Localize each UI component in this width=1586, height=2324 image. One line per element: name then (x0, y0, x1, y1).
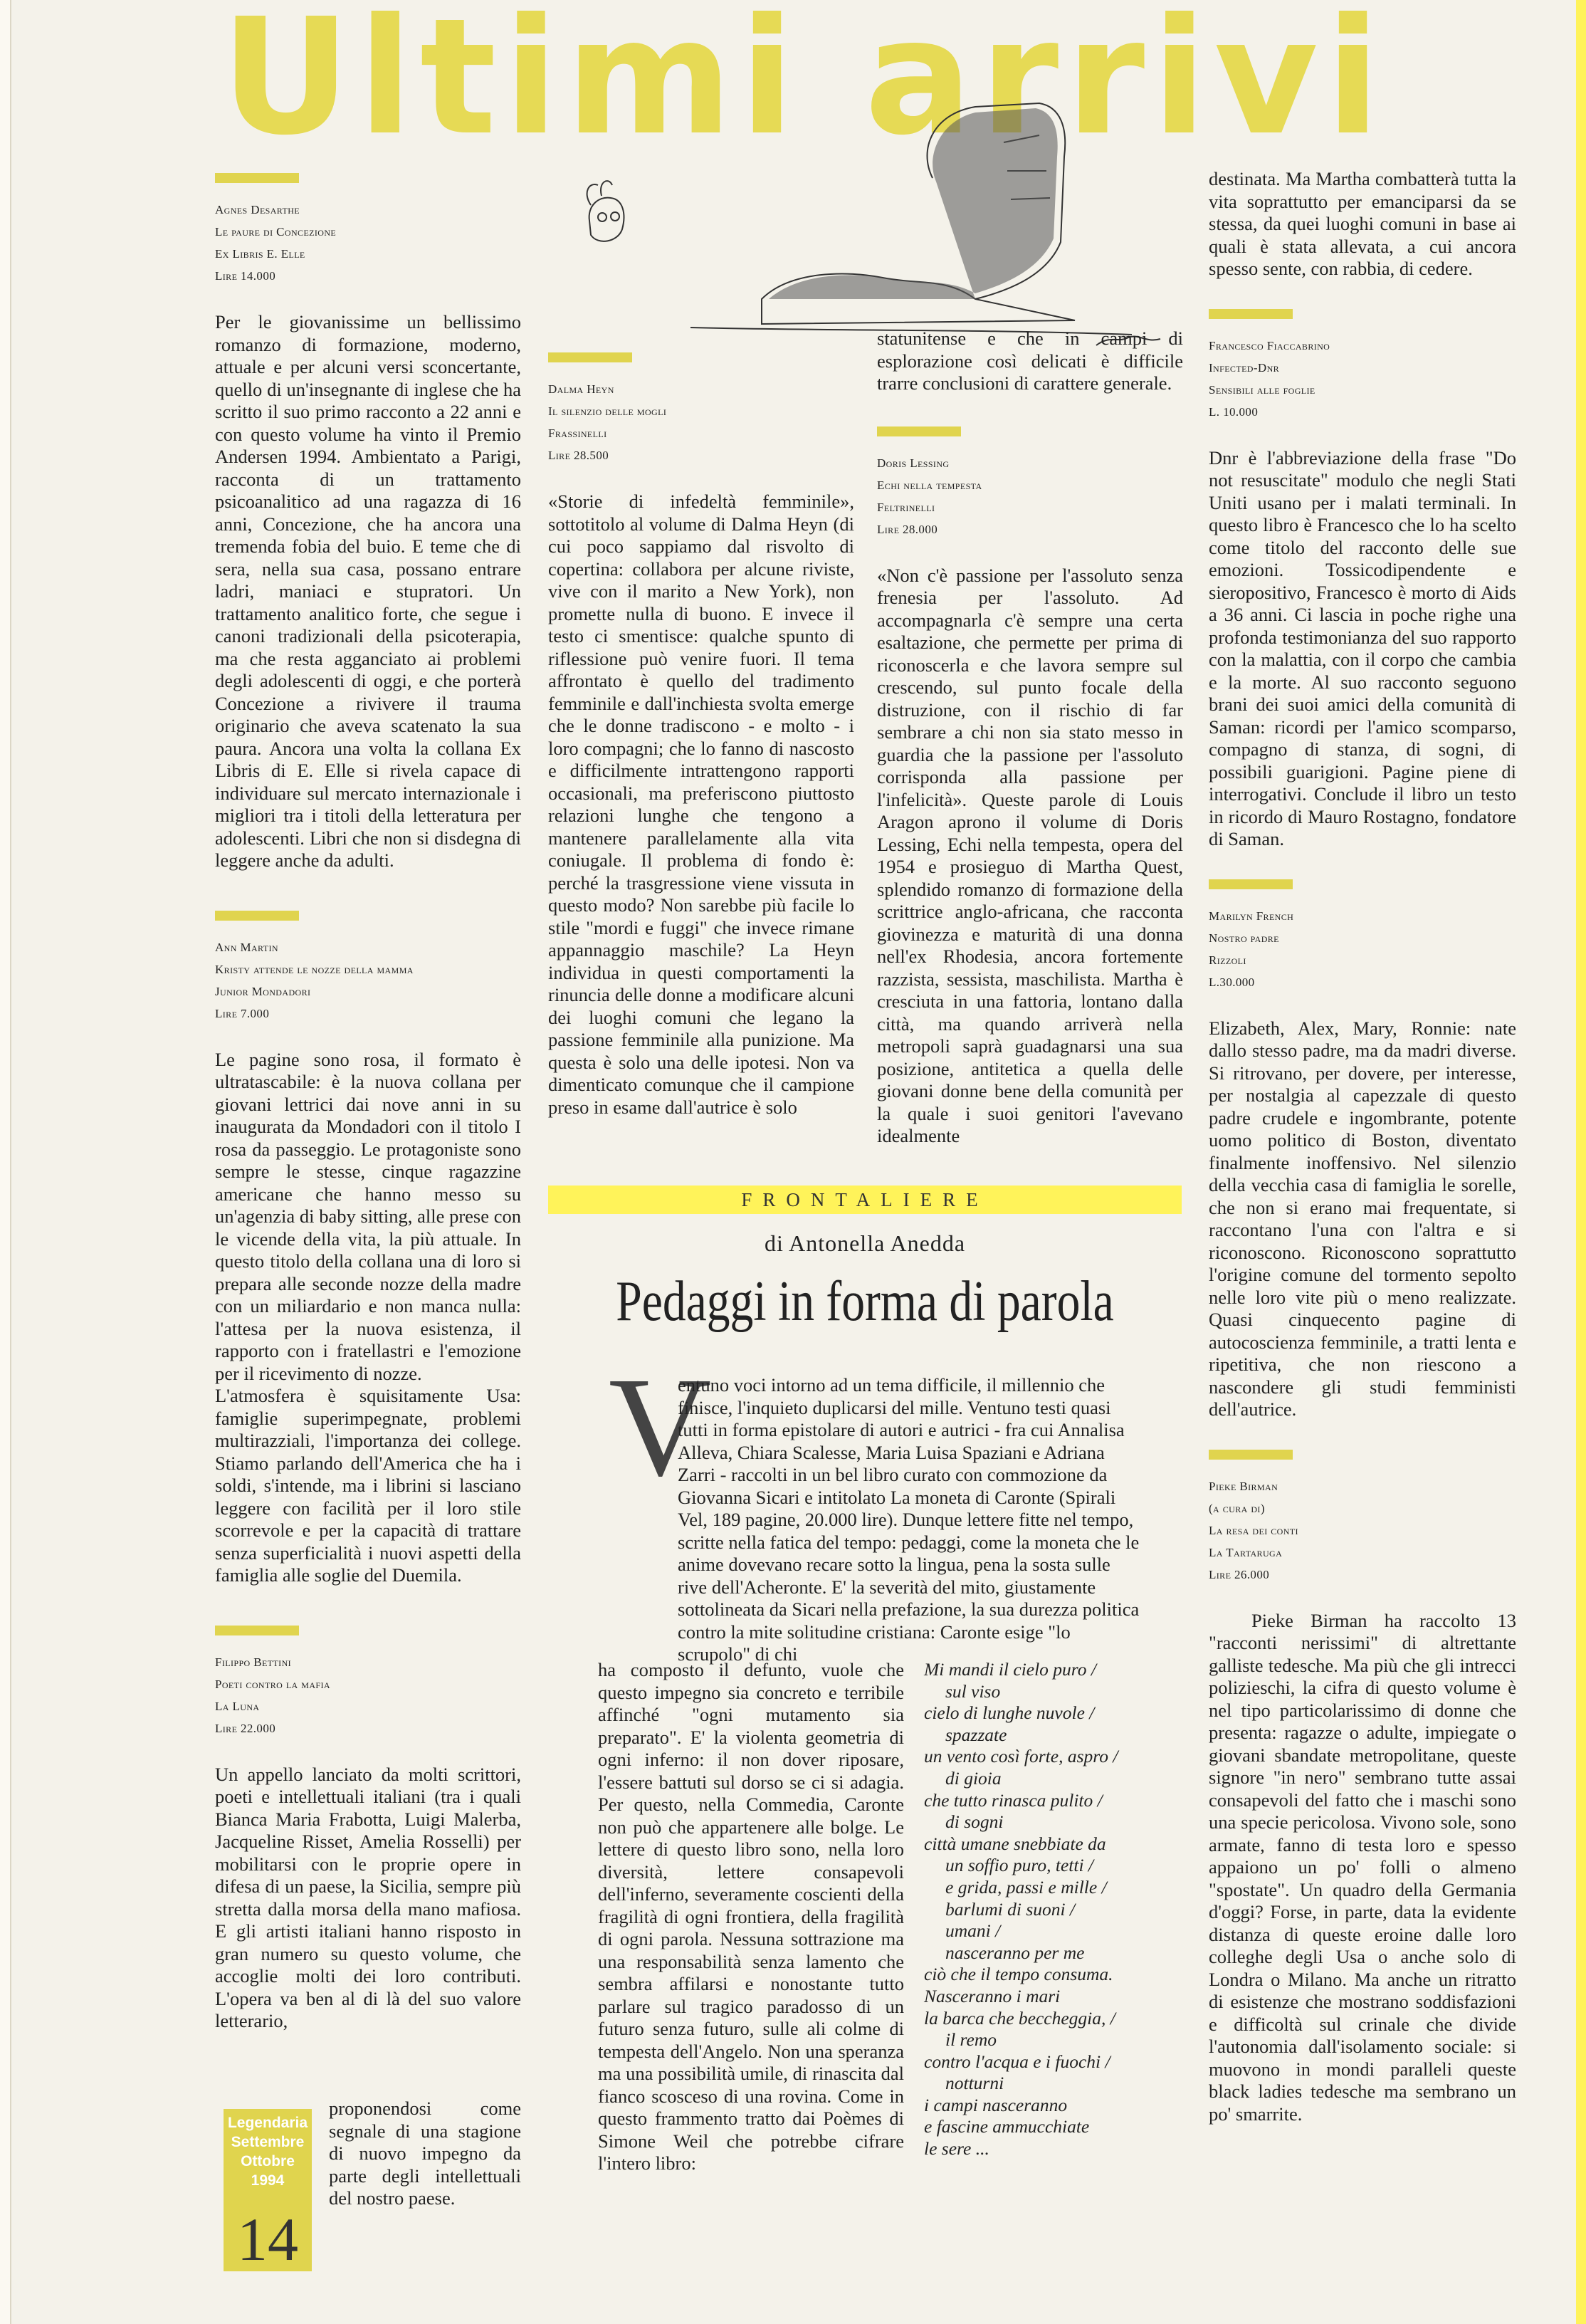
review-title: Nostro padre (1209, 931, 1279, 945)
review-text: Un appello lanciato da molti scrittori, poeti e intellettuali italiani (tra i quali Bianca Maria Frabotta, Luigi Malerba, Jacqueline Risset, Amelia Rosselli) per mobilitarsi con le proprie opere in difesa di un paese, la Sicilia, sempre più stretta dalla morsa della mano mafiosa. E gli artisti italiani hanno risposto in gran numero su questo volume, che accoglie molti dei loro contributi. L'opera va ben al di là del suo valore letterario, (215, 1763, 521, 2031)
review-author: Francesco Fiaccabrino (1209, 338, 1330, 352)
review-meta (215, 199, 521, 287)
review-text-end (329, 2098, 521, 2210)
article-body-text: ha composto il defunto, vuole che questo impegno sia concreto e terribile affinché "ogni mutamento sia preparato". E' la violenta geometria di ogni inferno: il non dover riposare, l'essere battuti sul dorso se ci si adagia. Per questo, nella Commedia, Caronte non può che appartenere alle bolge. Le lettere di questo libro sono, nella loro diversità, lettere consapevoli dell'inferno, severamente coscienti della fragilità di ogni frontiera, della fragilità di ogni parola. Nessuna sottrazione ma una responsabilità senza lamento che sembra affilarsi e nonostante tutto parlare sul tragico paradosso di un futuro senza futuro, sulle ali colme di tempesta dell'Angelo. Non una speranza ma una possibilità umile, di rinascita dal fianco scosceso di una rovina. Come in questo frammento tratto dai Poèmes di Simone Weil che potrebbe cifrare l'intero libro: (598, 1659, 904, 2174)
illustration (548, 64, 1189, 349)
review-meta (877, 452, 1183, 540)
review-title: Le paure di Concezione (215, 225, 337, 239)
page-number: 14 (224, 2207, 312, 2271)
drop-cap: V (609, 1349, 712, 1506)
poem-line: cielo di lunghe nuvole / (924, 1702, 1095, 1724)
review-price: Lire 28.000 (877, 522, 938, 536)
review-price: Lire 7.000 (215, 1006, 270, 1020)
poem-line: un soffio puro, tetti / (945, 1855, 1094, 1876)
review-price: Lire 22.000 (215, 1721, 276, 1735)
poem-line: Mi mandi il cielo puro / (924, 1659, 1096, 1680)
poem-line: umani / (945, 1920, 1001, 1942)
review-publisher: La Tartaruga (1209, 1545, 1283, 1559)
byline: di Antonella Anedda (764, 1230, 966, 1256)
section-marker (215, 1626, 299, 1635)
poem-line: sul viso (945, 1680, 1001, 1702)
section-marker (215, 173, 299, 183)
article-lead-text: entuno voci intorno ad un tema difficile, il millennio che finisce, l'inquieto duplicarsi del mille. Ventuno testi quasi tutti in forma epistolare di autori e autrici - fra cui Annalisa Alleva, Chiara Scalesse, Maria Luisa Spaziani e Adriana Zarri - raccolti in un bel libro curato con commozione da Giovanna Sicari e intitolato La moneta di Caronte (Spirali Vel, 189 pagine, 20.000 lire). Dunque lettere fitte nel tempo, scritte nella fatica del tempo: pedaggi, come la moneta che le anime dovevano recare sotto la lingua, pena la sosta sulle rive dell'Acheronte. E' la severità del mito, giustamente sottolineata da Sicari nella prefazione, la sua durezza politica contro la mite solitudine cristiana: Caronte esige "lo scrupolo" di chi (678, 1374, 1140, 1665)
poem-line: barlumi di suoni / (945, 1898, 1076, 1920)
review-text: «Storie di infedeltà femminile», sottotitolo al volume di Dalma Heyn (di cui poco sappiamo dal risvolto di copertina: collabora per alcune riviste, vive con il marito a New York), non promette nulla di buono. E invece il testo ci smentisce: qualche spunto di riflessione può venire fuori. Il tema affrontato è quello del tradimento femminile e dall'inchiesta svolta emerge che le donne tradiscono - e molto - i loro compagni; che lo fanno di nascosto e difficilmente intrattengono rapporti occasionali, ma preferiscono piuttosto relazioni lunghe che tengono a mantenere parallelamente alla vita coniugale. Il problema di fondo è: perché la trasgressione viene vissuta in questo modo? Non sarebbe più facile lo stile "mordi e fuggi" che invece rimane appannaggio maschile? La Heyn individua in questi comportamenti la rinuncia delle donne a modificare alcuni dei luoghi comuni che legano la passione femminile alla punizione. Ma questa è solo una delle ipotesi. Non va dimenticato comunque che il campione preso in esame dall'autrice è solo (548, 491, 854, 1118)
poem-line: e grida, passi e mille / (945, 1876, 1107, 1898)
review-text: L'atmosfera è squisitamente Usa: famiglie superimpegnate, problemi multirazziali, l'importanza dei college. Stiamo parlando dell'America che ha i soldi, s'intende, ma i librini si lasciano leggere con facilità per il loro stile scorrevole e per la capacità di trattare senza superficialità i nuovi aspetti della famiglia alle soglie del Duemila. (215, 1385, 521, 1586)
poem (924, 1659, 1175, 2160)
review-text: Le pagine sono rosa, il formato è ultratascabile: è la nuova collana per giovani lettrici dai nove anni in su inaugurata da Mondadori con il titolo I rosa da passeggio. Le protagoniste sono sempre le stesse, cinque ragazzine americane che hanno messo su un'agenzia di baby sitting, alle prese con le vicende della vita, la più attuale. In questo titolo della collana una di loro si prepara alle seconde nozze della madre con un miliardario e non manca nulla: l'attesa per la nuova esistenza, il rapporto con i fratellastri e l'emozione per il ricevimento di nozze. (215, 1048, 521, 1384)
review-publisher: Sensibili alle foglie (1209, 382, 1315, 397)
poem-line: la barca che beccheggia, / (924, 2007, 1115, 2029)
poem-line: spazzate (945, 1724, 1007, 1745)
section-marker (1209, 309, 1293, 319)
review-publisher: Frassinelli (548, 426, 607, 440)
article-lead (678, 1374, 1140, 1666)
review-text: proponendosi come segnale di una stagione di nuovo impegno da parte degli intellettuali del nostro paese. (329, 2098, 521, 2209)
poem-line: ciò che il tempo consuma. (924, 1964, 1113, 1985)
review-text: statunitense e che in campi di esplorazione così delicati è difficile trarre conclusioni di carattere generale. (877, 328, 1183, 394)
review-text: destinata. Ma Martha combatterà tutta la vita soprattutto per emanciparsi da se stessa, da quei luoghi comuni in base ai quali è stata allevata, a cui ancora spesso sente, con rabbia, di cedere. (1209, 168, 1516, 279)
review-text: Per le giovanissime un bellissimo romanzo di formazione, moderno, attuale e per alcuni versi sconcertante, quello di un'insegnante di inglese che ha scritto il suo primo racconto a 22 anni e con questo volume ha vinto il Premio Andersen 1994. Ambientato a Parigi, racconta di un trattamento psicoanalitico ad una ragazza di 16 anni, Concezione, che ha ancora una tremenda fobia del buio. E teme che di sera, nella sua casa, possano entrare ladri, maniaci e stupratori. Un trattamento analitico forte, che segue i canoni tradizionali della psicoterapia, ma che resta agganciato ai problemi degli adolescenti di oggi, e che porterà Concezione a rivivere il trauma originario che aveva scatenato la sua paura. Ancora una volta la collana Ex Libris di E. Elle si rivela capace di individuare sul mercato internazionale i migliori tra i titoli della letteratura per adolescenti. Libri che non si disdegna di leggere anche da adulti. (215, 311, 521, 871)
article-headline: Pedaggi in forma di parola (616, 1270, 1114, 1333)
review-text: Dnr è l'abbreviazione della frase "Do not resuscitate" modulo che negli Stati Uniti usano per i malati terminali. In questo libro è Francesco che lo ha scelto come titolo del racconto delle sue emozioni. Tossicodipendente e sieropositivo, Francesco è morto di Aids a 36 anni. Ci lascia in poche righe una profonda testimonianza del suo rapporto con la malattia, con il corpo che cambia e la morte. Al suo racconto seguono brani dei suoi amici della comunità di Saman: ricordi per l'amico scomparso, compagno di stanza, di sogni, di possibili guarigioni. Pagine piene di interrogativi. Conclude il libro un testo in ricordo di Mauro Rostagno, fondatore di Saman. (1209, 446, 1516, 849)
page-left-edge (0, 0, 11, 2324)
review-author: Marilyn French (1209, 909, 1294, 923)
review-text: Elizabeth, Alex, Mary, Ronnie: nate dallo stesso padre, ma da madri diverse. Si ritrovano, per dovere, per interesse, per nostalgia al capezzale di questo padre crudele e ingombrante, potente uomo politico di Boston, diventato finalmente inoffensivo. Nel silenzio della vecchia casa di famiglia le sorelle, che non si erano mai frequentate, si raccontano l'una con l'altra e si riconoscono. Riconoscono soprattutto l'origine comune del tormento sepolto nelle loro vite più o meno realizzate. Quasi cinquecento pagine di autocoscienza femminile, a tratti lenta e ripetitiva, che non riescono a nascondere gli studi femministi dell'autrice. (1209, 1017, 1516, 1420)
review-meta (1209, 1475, 1516, 1586)
review-title: Infected-Dnr (1209, 360, 1280, 375)
review-author: Ann Martin (215, 940, 278, 954)
poem-line: di sogni (945, 1811, 1004, 1833)
review-author: Pieke Birman (1209, 1479, 1278, 1493)
column-1 (215, 173, 521, 2033)
review-author: Filippo Bettini (215, 1655, 292, 1669)
poem-line: Nasceranno i mari (924, 1985, 1061, 2006)
review-publisher: Feltrinelli (877, 500, 935, 514)
review-title: Kristy attende le nozze della mamma (215, 962, 414, 976)
section-marker (548, 352, 632, 362)
poem-line: che tutto rinasca pulito / (924, 1789, 1103, 1811)
review-price: Lire 28.500 (548, 449, 609, 462)
poem-line: contro l'acqua e i fuochi / (924, 2051, 1110, 2072)
poem-line: il remo (945, 2029, 997, 2051)
review-title: La resa dei conti (1209, 1523, 1298, 1537)
review-meta (1209, 335, 1516, 423)
review-price: L.30.000 (1209, 975, 1255, 989)
section-marker (877, 426, 961, 436)
review-author: Dalma Heyn (548, 382, 614, 396)
section-marker (1209, 879, 1293, 889)
poem-line: un vento così forte, aspro / (924, 1746, 1118, 1767)
review-curator: (a cura di) (1209, 1501, 1265, 1515)
article-body (598, 1659, 904, 2175)
column-3 (877, 328, 1183, 1148)
poem-line: di gioia (945, 1767, 1002, 1789)
poem-line: e fascine ammucchiate (924, 2116, 1090, 2137)
poem-line: nasceranno per me (945, 1942, 1085, 1963)
review-price: L. 10.000 (1209, 404, 1259, 419)
rubric-band: FRONTALIERE (548, 1185, 1182, 1214)
review-author: Doris Lessing (877, 456, 950, 470)
column-4 (1209, 168, 1516, 2125)
review-price: Lire 26.000 (1209, 1567, 1270, 1581)
review-publisher: Junior Mondadori (215, 984, 311, 998)
poem-line: città umane snebbiate da (924, 1833, 1106, 1854)
review-meta (215, 936, 521, 1025)
review-title: Echi nella tempesta (877, 478, 982, 492)
review-publisher: Rizzoli (1209, 953, 1246, 967)
review-price: Lire 14.000 (215, 269, 276, 283)
review-author: Agnes Desarthe (215, 203, 300, 216)
issue-date: Settembre Ottobre 1994 (231, 2134, 305, 2189)
review-title: Il silenzio delle mogli (548, 404, 667, 418)
small-figure-hair (587, 181, 612, 205)
review-meta (1209, 905, 1516, 993)
review-publisher: Ex Libris E. Elle (215, 247, 305, 261)
magazine-name: Legendaria (227, 2115, 308, 2131)
section-marker (215, 911, 299, 921)
review-text: «Non c'è passione per l'assoluto senza frenesia per l'assoluto. Ad accompagnarla c'è sempre una certa esaltazione, che permette per prima di riconoscerla e che lavora sempre sul crescendo, sul punto focale della distruzione, con il rischio di far sembrare a chi non sia stato messo in guardia che la passione per l'assoluto corrisponda alla passione per l'infelicità». Queste parole di Louis Aragon aprono il volume di Doris Lessing, Echi nella tempesta, opera del 1954 e prosieguo di Martha Quest, splendido romanzo di formazione della scrittrice anglo-africana, che racconta giovinezza e maturità di una donna nell'ex Rhodesia, ancora fortemente razzista, sessista, maschilista. Martha è cresciuta in una fattoria, lontano dalla città, ma quando arriverà nella metropoli saprà guadagnarsi una sua posizione, antitetica a quella delle giovani donne bene della comunità per la quale i suoi genitori l'avevano idealmente (877, 564, 1183, 1146)
review-text: Pieke Birman ha raccolto 13 "racconti nerissimi" di altrettante galliste tedesche. Ma più che gli intrecci polizieschi, la cifra di questo volume è nel tipo particolarissimo di donne che presenta: ragazze o adulte, impiegate o giovani sbandate metropolitane, queste signore "in nero" sembrano tutte assai consapevoli del fatto che i maschi sono una specie pericolosa. Vivono sole, sono armate, fanno di testa loro e spesso appaiono un po' folli o almeno "spostate". Un quadro della Germania d'oggi? Forse, in parte, data la evidente distanza di queste eroine dalle loro colleghe degli Usa o anche solo di Londra o Milano. Ma anche un ritratto di esistenze che mostrano soddisfazioni e difficoltà sul crinale che divide l'autonomia dall'isolamento sociale: si muovono in mondi paralleli queste black ladies tedesche ma sembrano un po' smarrite. (1209, 1609, 1516, 2125)
poem-line: le sere ... (924, 2138, 989, 2160)
section-banner: Ultimi arrivi (221, 10, 1388, 145)
column-2 (548, 352, 854, 1119)
page-right-edge (1576, 0, 1586, 2324)
review-publisher: La Luna (215, 1699, 260, 1713)
review-meta (215, 1651, 521, 1739)
poem-line: i campi nasceranno (924, 2094, 1068, 2115)
review-meta (548, 378, 854, 466)
section-marker (1209, 1450, 1293, 1460)
review-title: Poeti contro la mafia (215, 1677, 330, 1691)
poem-line: notturni (945, 2073, 1004, 2094)
